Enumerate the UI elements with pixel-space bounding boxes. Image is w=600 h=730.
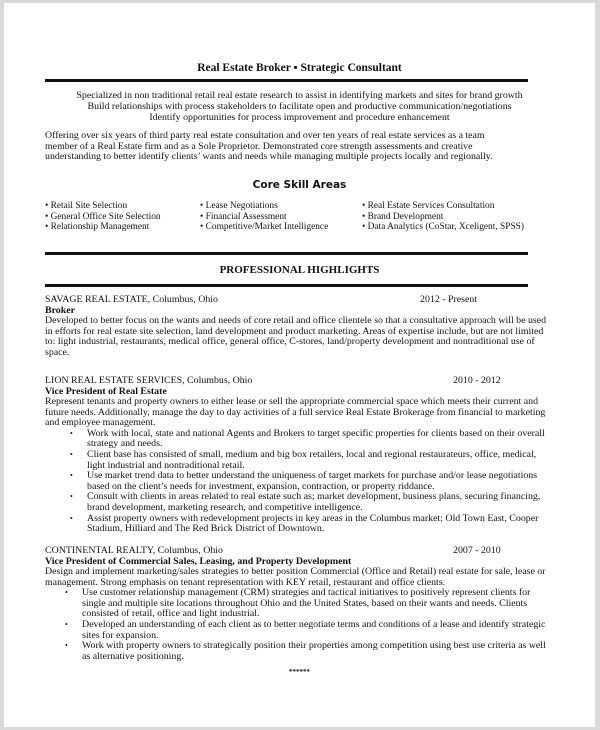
text-line: Build relationships with process stakeholders to facilitate open and productive communication/negotiations	[87, 100, 512, 112]
bullet-icon: •	[70, 492, 73, 502]
text-line: • Financial Assessment	[200, 211, 287, 222]
job-dates: 2010 - 2012	[453, 375, 501, 386]
job-dates: 2012 - Present	[420, 294, 478, 305]
text-line: consisted of retail, office and light industrial.	[82, 608, 260, 620]
job-entry	[45, 294, 545, 358]
job-description	[45, 316, 545, 358]
bullet-item	[70, 512, 545, 535]
text-line: and employee management.	[45, 417, 156, 429]
text-line: • Competitive/Market Intelligence	[200, 222, 329, 233]
text-line: Represent tenants and property owners to either lease or sell the appropriate commercial space which meets their current and	[45, 396, 539, 407]
text-line: Client base has consisted of small, medium and big box retailers, local and regional restaurateurs, office, medical,	[87, 448, 537, 460]
skills-column-2	[200, 201, 328, 233]
company-name: LION REAL ESTATE SERVICES, Columbus, Ohio	[45, 375, 253, 386]
profile-paragraph	[45, 131, 493, 163]
text-line: sites for expansion.	[82, 629, 159, 641]
text-line: • Real Estate Services Consultation	[362, 201, 495, 211]
core-skills-heading: Core Skill Areas	[252, 179, 347, 191]
bullet-icon: •	[70, 471, 73, 481]
bullet-item	[65, 618, 546, 641]
bullet-icon: •	[65, 619, 68, 629]
bullet-item	[65, 640, 546, 662]
end-mark: ******	[289, 668, 310, 676]
bullet-icon: •	[70, 513, 73, 523]
text-line: understanding to better identify clients’ wants and needs while managing multiple projects locally and regionally.	[45, 151, 493, 163]
skills-column-3	[362, 201, 524, 233]
text-line: • Retail Site Selection	[45, 201, 128, 211]
text-line: Stadium, Hilliard and The Red Brick District of Downtown.	[87, 523, 325, 535]
text-line: as alternative positioning.	[82, 650, 184, 662]
text-line: • General Office Site Selection	[45, 211, 161, 222]
bullet-icon: •	[70, 449, 73, 459]
text-line: Developed to better focus on the wants and needs of core retail and office clientele so that a consultative approach will be used	[45, 315, 547, 326]
text-line: Design and implement marketing/sales strategies to better position Commercial (Office and Retail) real estate for sale, lease or	[45, 566, 546, 577]
job-description	[45, 567, 545, 588]
text-line: Specialized in non traditional retail real estate research to assist in identifying markets and sites for brand growth	[76, 90, 523, 101]
text-line: Offering over six years of third party real estate consultation and over ten years of real estate services as a team	[45, 130, 485, 141]
text-line: in efforts for real estate site selection, land development and product marketing. Areas of expertise include, but are not limited	[45, 325, 544, 337]
divider	[45, 284, 528, 287]
job-header	[45, 375, 545, 386]
text-line: brand development, marketing research, and competitive intelligence.	[87, 501, 363, 513]
job-description	[45, 397, 545, 429]
text-line: • Lease Negotiations	[200, 201, 278, 211]
text-line: • Relationship Management	[45, 222, 150, 233]
divider	[45, 79, 528, 82]
company-name: SAVAGE REAL ESTATE, Columbus, Ohio	[45, 294, 218, 305]
job-dates: 2007 - 2010	[453, 545, 501, 556]
bullet-list	[65, 587, 546, 662]
text-line: strategy and needs.	[87, 438, 163, 450]
job-role: Vice President of Real Estate	[45, 386, 167, 397]
text-line: Consult with clients in areas related to real estate such as; market development, business plans, securing financing,	[87, 491, 541, 503]
text-line: management. Strong emphasis on tenant representation with KEY retail, restaurant and office clients.	[45, 576, 446, 588]
bullet-item	[65, 587, 545, 620]
resume-page	[4, 3, 595, 727]
text-line: to: light industrial, restaurants, medical office, general office, C-stores, land/property development and nontraditional use of	[45, 336, 535, 348]
text-line: Work with local, state and national Agents and Brokers to target specific properties for clients based on their overall	[87, 427, 545, 439]
text-line: Work with property owners to strategically position their properties among competition using best use criteria as well	[82, 640, 546, 652]
bullet-icon: •	[65, 588, 68, 598]
divider	[45, 252, 528, 255]
bullet-icon: •	[65, 641, 68, 651]
bullet-item	[70, 427, 545, 450]
skills-column-1	[45, 201, 161, 233]
job-role: Vice President of Commercial Sales, Leasing, and Property Development	[45, 556, 352, 567]
text-line: Use customer relationship management (CRM) strategies and tactical initiatives to positively represent clients for	[82, 587, 531, 599]
company-name: CONTINENTAL REALTY, Columbus, Ohio	[45, 545, 223, 556]
bullet-item	[70, 491, 545, 513]
summary	[4, 91, 595, 124]
text-line: single and multiple site locations throughout Ohio and the United States, based on their wants and needs. Clients	[82, 597, 528, 609]
text-line: space.	[45, 346, 70, 358]
bullet-item	[70, 470, 545, 492]
resume-title: Real Estate Broker ▪ Strategic Consultant	[197, 62, 402, 74]
text-line: light industrial and nontraditional retail.	[87, 459, 245, 471]
bullet-list	[70, 427, 545, 535]
text-line: Developed an understanding of each client as to better negotiate terms and conditions of a lease and identify strategic	[82, 618, 546, 630]
text-line: • Brand Development	[362, 211, 444, 222]
job-header	[45, 294, 545, 305]
text-line: Identify opportunities for process improvement and procedure enhancement	[149, 111, 450, 123]
text-line: Assist property owners with redevelopment projects in key areas in the Columbus market: Old Town East, Cooper	[87, 512, 539, 524]
highlights-heading: PROFESSIONAL HIGHLIGHTS	[219, 264, 380, 276]
job-entry	[45, 375, 545, 535]
bullet-item	[70, 448, 545, 471]
bullet-icon: •	[70, 428, 73, 438]
text-line: future needs. Additionally, manage the day to day activities of a full service Real Estate Brokerage from financial to marketing	[45, 406, 546, 418]
text-line: Use market trend data to better understand the uniqueness of target markets for purchase and/or lease negotiations	[87, 470, 538, 482]
text-line: • Data Analytics (CoStar, Xceligent, SPSS)	[362, 222, 525, 233]
job-header	[45, 545, 545, 556]
text-line: based on the client’s needs for investment, expansion, contraction, or property riddance.	[87, 480, 435, 492]
job-role: Broker	[45, 305, 75, 316]
job-entry	[45, 545, 545, 662]
text-line: member of a Real Estate firm and as a Sole Proprietor. Demonstrated core strength assessments and creative	[45, 140, 473, 152]
